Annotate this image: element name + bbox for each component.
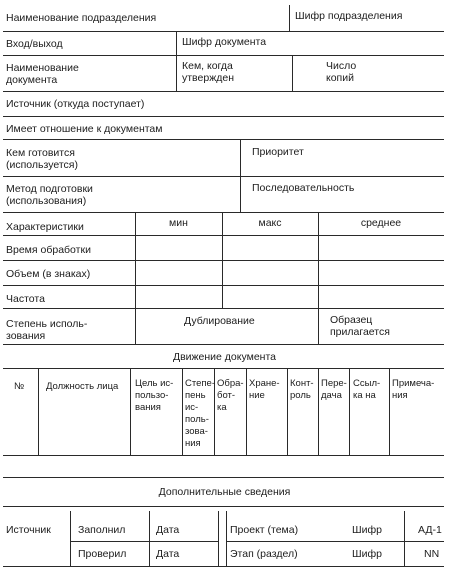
duplication-label: Дублирование xyxy=(184,315,255,327)
movement-divider xyxy=(38,368,39,455)
filled-by-label: Заполнил xyxy=(78,524,126,536)
movement-col-purpose-3: вания xyxy=(135,402,161,413)
movement-col-control-2: роль xyxy=(290,390,311,401)
movement-col-control-1: Конт- xyxy=(290,378,314,389)
additional-divider xyxy=(218,511,219,566)
date-label-1: Дата xyxy=(156,524,180,536)
document-name-label-2: документа xyxy=(6,74,58,86)
processing-time-label: Время обработки xyxy=(6,244,91,256)
code-label-2: Шифр xyxy=(352,548,382,560)
form-rule xyxy=(3,308,444,309)
form-rule xyxy=(3,566,444,567)
form-divider xyxy=(135,308,136,344)
method-label-1: Метод подготовки xyxy=(6,183,93,195)
movement-col-storage-2: ние xyxy=(249,390,265,401)
movement-col-reference-2: ка на xyxy=(353,390,376,401)
movement-col-processing-2: бот- xyxy=(217,390,236,401)
form-rule xyxy=(3,212,444,213)
copies-label-1: Число xyxy=(326,60,357,72)
subdivision-name-label: Наименование подразделения xyxy=(6,12,157,24)
source-label: Источник (откуда поступает) xyxy=(6,98,145,110)
movement-divider xyxy=(318,368,319,455)
nn-label: NN xyxy=(424,548,440,560)
movement-divider xyxy=(349,368,350,455)
movement-divider xyxy=(130,368,131,455)
movement-col-purpose-1: Цель ис- xyxy=(135,378,174,389)
movement-divider xyxy=(287,368,288,455)
copies-label-2: копий xyxy=(326,72,354,84)
date-label-2: Дата xyxy=(156,548,180,560)
characteristics-label: Характеристики xyxy=(6,221,84,233)
approved-by-label-1: Кем, когда xyxy=(182,60,233,72)
project-label: Проект (тема) xyxy=(230,524,299,536)
additional-divider xyxy=(404,511,405,566)
form-rule xyxy=(3,235,444,236)
form-rule xyxy=(3,176,444,177)
checked-by-label: Проверил xyxy=(78,548,127,560)
input-output-label: Вход/выход xyxy=(6,38,63,50)
movement-col-transfer-2: дача xyxy=(321,390,342,401)
movement-divider xyxy=(389,368,390,455)
document-name-label-1: Наименование xyxy=(6,62,79,74)
sample-label-2: прилагается xyxy=(330,326,390,338)
frequency-label: Частота xyxy=(6,293,45,305)
movement-col-notes-1: Примеча- xyxy=(392,378,435,389)
additional-divider xyxy=(70,511,71,566)
form-rule xyxy=(3,477,444,478)
movement-col-degree-2: пень xyxy=(185,390,206,401)
additional-source-label: Источник xyxy=(6,524,51,536)
form-rule xyxy=(3,344,444,345)
movement-divider xyxy=(246,368,247,455)
volume-label: Объем (в знаках) xyxy=(6,268,91,280)
ad-code-label: АД-1 xyxy=(418,524,442,536)
movement-col-degree-5: зова- xyxy=(185,426,208,437)
movement-col-storage-1: Хране- xyxy=(249,378,280,389)
additional-divider xyxy=(226,511,227,566)
movement-col-transfer-1: Пере- xyxy=(321,378,347,389)
column-max: макс xyxy=(258,217,282,229)
form-rule xyxy=(70,541,218,542)
prepared-by-label-2: (используется) xyxy=(6,159,78,171)
document-code-label: Шифр документа xyxy=(182,36,267,48)
form-divider xyxy=(318,308,319,344)
form-rule xyxy=(3,260,444,261)
form-divider xyxy=(176,31,177,91)
movement-col-number: № xyxy=(14,381,25,392)
form-rule xyxy=(3,506,444,507)
subdivision-code-label: Шифр подразделения xyxy=(295,10,403,22)
sample-label-1: Образец xyxy=(330,314,373,326)
movement-col-degree-6: ния xyxy=(185,438,201,449)
usage-degree-label-2: зования xyxy=(6,330,46,342)
column-min: мин xyxy=(169,217,188,229)
form-rule xyxy=(3,116,444,117)
form-rule xyxy=(3,368,444,369)
prepared-by-label-1: Кем готовится xyxy=(6,147,75,159)
form-rule xyxy=(3,285,444,286)
movement-col-notes-2: ния xyxy=(392,390,408,401)
movement-col-degree-4: поль- xyxy=(185,414,209,425)
usage-degree-label-1: Степень исполь- xyxy=(6,318,88,330)
form-rule xyxy=(226,541,444,542)
additional-divider xyxy=(149,511,150,566)
code-label-1: Шифр xyxy=(352,524,382,536)
movement-col-degree-1: Степе- xyxy=(185,378,215,389)
movement-divider xyxy=(182,368,183,455)
form-rule xyxy=(3,31,444,32)
stage-label: Этап (раздел) xyxy=(230,548,298,560)
form-rule xyxy=(3,455,444,456)
form-divider xyxy=(240,139,241,212)
method-label-2: (использования) xyxy=(6,195,87,207)
form-rule xyxy=(3,91,444,92)
form-divider xyxy=(289,5,290,31)
additional-title: Дополнительные сведения xyxy=(158,486,291,498)
column-average: среднее xyxy=(360,217,402,229)
sequence-label: Последовательность xyxy=(252,182,355,194)
form-rule xyxy=(3,55,444,56)
movement-col-processing-3: ка xyxy=(217,402,227,413)
form-rule xyxy=(3,139,444,140)
relation-label: Имеет отношение к документам xyxy=(6,123,163,135)
movement-col-degree-3: ис- xyxy=(185,402,199,413)
form-divider xyxy=(292,55,293,91)
movement-col-purpose-2: пользо- xyxy=(135,390,169,401)
movement-title: Движение документа xyxy=(172,351,277,363)
movement-col-position: Должность лица xyxy=(46,381,119,392)
movement-col-reference-1: Ссыл- xyxy=(353,378,381,389)
approved-by-label-2: утвержден xyxy=(182,72,234,84)
movement-col-processing-1: Обра- xyxy=(217,378,244,389)
priority-label: Приоритет xyxy=(252,146,304,158)
